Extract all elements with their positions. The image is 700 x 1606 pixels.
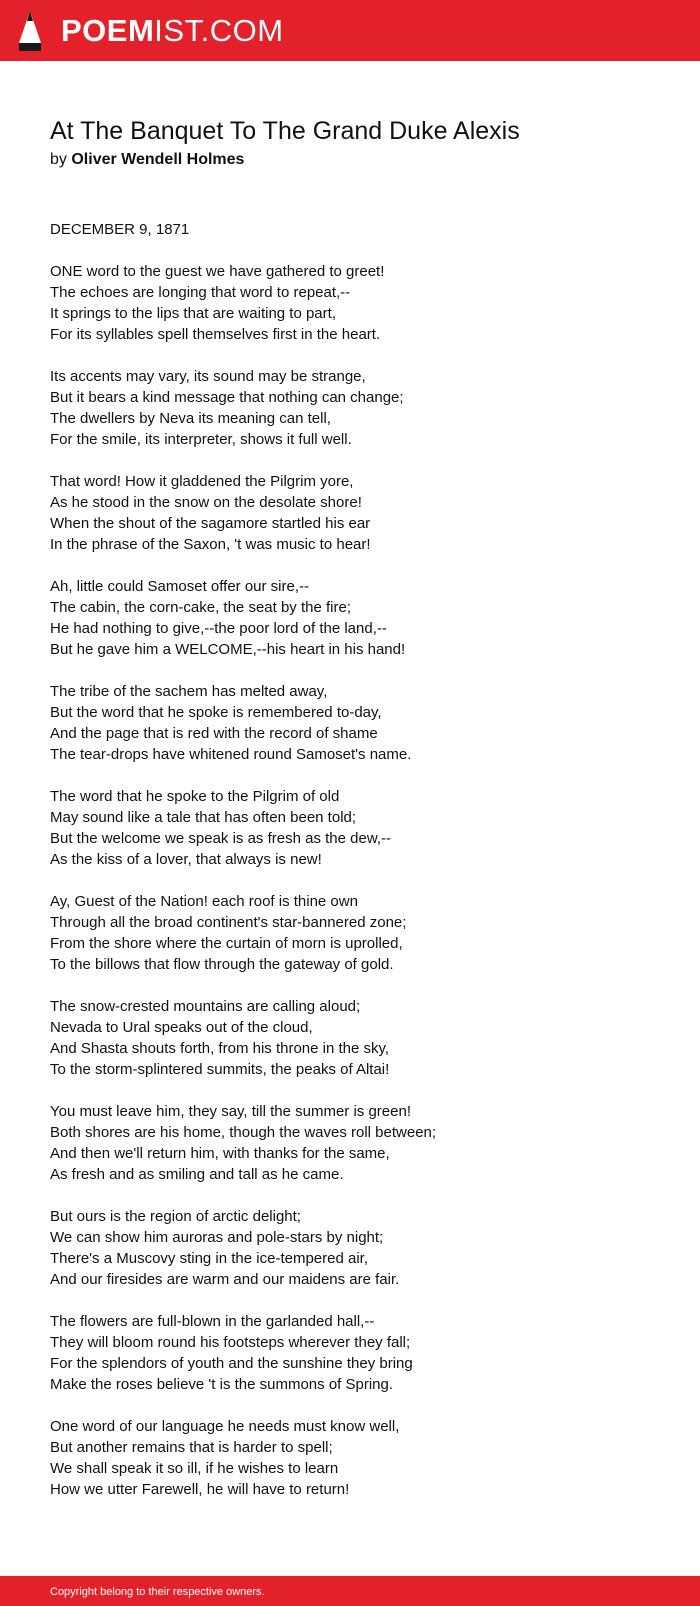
poem-line: They will bloom round his footsteps wherever they fall; (50, 1334, 411, 1351)
poem-line: ONE word to the guest we have gathered to greet! (50, 263, 385, 280)
poem-line: You must leave him, they say, till the summer is green! (50, 1103, 411, 1120)
poem-line: But the word that he spoke is remembered to-day, (50, 704, 382, 721)
poem-line: May sound like a tale that has often been told; (50, 809, 357, 826)
poem-line: And Shasta shouts forth, from his throne in the sky, (50, 1040, 390, 1057)
poem-line: We can show him auroras and pole-stars by night; (50, 1229, 384, 1246)
poem-stanza (50, 261, 670, 345)
site-name (61, 15, 284, 46)
poem-content (50, 116, 670, 1521)
author-name[interactable]: Oliver Wendell Holmes (71, 151, 245, 168)
poem-stanza (50, 681, 670, 765)
poem-line: One word of our language he needs must know well, (50, 1418, 400, 1435)
poem-line: But he gave him a WELCOME,--his heart in his hand! (50, 641, 406, 658)
poem-stanza (50, 1101, 670, 1185)
poem-line: In the phrase of the Saxon, 't was music to hear! (50, 536, 371, 553)
poem-line: The tear-drops have whitened round Samoset's name. (50, 746, 412, 763)
poem-line: As fresh and as smiling and tall as he came. (50, 1166, 344, 1183)
poem-line: Its accents may vary, its sound may be strange, (50, 368, 366, 385)
site-name-bold: POEM (61, 13, 155, 48)
copyright-text: Copyright belong to their respective owners. (50, 1586, 265, 1598)
site-logo[interactable] (17, 0, 284, 61)
poem-line: But the welcome we speak is as fresh as the dew,-- (50, 830, 391, 847)
poem-line: For the splendors of youth and the sunshine they bring (50, 1355, 413, 1372)
poem-line: There's a Muscovy sting in the ice-tempered air, (50, 1250, 369, 1267)
poem-line: And our firesides are warm and our maidens are fair. (50, 1271, 400, 1288)
poem-line: But another remains that is harder to spell; (50, 1439, 333, 1456)
poem-byline (50, 150, 670, 170)
poem-line: The dwellers by Neva its meaning can tell, (50, 410, 331, 427)
poem-stanzas (50, 261, 670, 1500)
poem-line: We shall speak it so ill, if he wishes to learn (50, 1460, 339, 1477)
poem-line: From the shore where the curtain of morn is uprolled, (50, 935, 403, 952)
poem-line: Ay, Guest of the Nation! each roof is thine own (50, 893, 358, 910)
poem-stanza (50, 1416, 670, 1500)
poem-line: The flowers are full-blown in the garlanded hall,-- (50, 1313, 375, 1330)
poem-line: Both shores are his home, though the waves roll between; (50, 1124, 437, 1141)
poem-date: DECEMBER 9, 1871 (50, 221, 190, 238)
by-label: by (50, 151, 67, 168)
poem-stanza (50, 576, 670, 660)
poem-line: And then we'll return him, with thanks for the same, (50, 1145, 390, 1162)
poem-line: Ah, little could Samoset offer our sire,-- (50, 578, 309, 595)
poem-line: For its syllables spell themselves first in the heart. (50, 326, 381, 343)
pencil-tip-icon (17, 10, 43, 52)
site-header (0, 0, 700, 61)
poem-line: And the page that is red with the record of shame (50, 725, 378, 742)
poem-line: When the shout of the sagamore startled his ear (50, 515, 371, 532)
poem-stanza (50, 996, 670, 1080)
poem-stanza (50, 366, 670, 450)
poem-line: But it bears a kind message that nothing can change; (50, 389, 404, 406)
poem-line: How we utter Farewell, he will have to return! (50, 1481, 350, 1498)
poem-line: To the billows that flow through the gateway of gold. (50, 956, 394, 973)
poem-line: For the smile, its interpreter, shows it full well. (50, 431, 352, 448)
poem-stanza (50, 786, 670, 870)
poem-line: The tribe of the sachem has melted away, (50, 683, 328, 700)
poem-line: The word that he spoke to the Pilgrim of old (50, 788, 340, 805)
poem-line: It springs to the lips that are waiting to part, (50, 305, 336, 322)
poem-line: The echoes are longing that word to repeat,-- (50, 284, 351, 301)
poem-title: At The Banquet To The Grand Duke Alexis (50, 117, 520, 145)
poem-line: As the kiss of a lover, that always is new! (50, 851, 322, 868)
poem-line: As he stood in the snow on the desolate shore! (50, 494, 362, 511)
poem-line: The snow-crested mountains are calling aloud; (50, 998, 361, 1015)
poem-stanza (50, 891, 670, 975)
poem-line: He had nothing to give,--the poor lord of the land,-- (50, 620, 387, 637)
poem-line: Through all the broad continent's star-bannered zone; (50, 914, 407, 931)
poem-line: But ours is the region of arctic delight; (50, 1208, 301, 1225)
poem-line: Make the roses believe 't is the summons of Spring. (50, 1376, 394, 1393)
poem-line: The cabin, the corn-cake, the seat by the fire; (50, 599, 351, 616)
poem-line: Nevada to Ural speaks out of the cloud, (50, 1019, 313, 1036)
site-footer (0, 1576, 700, 1606)
poem-body (50, 219, 670, 1500)
poem-line: That word! How it gladdened the Pilgrim yore, (50, 473, 354, 490)
poem-stanza (50, 471, 670, 555)
site-name-light: IST.COM (154, 13, 284, 48)
poem-line: To the storm-splintered summits, the peaks of Altai! (50, 1061, 390, 1078)
poem-stanza (50, 1311, 670, 1395)
poem-stanza (50, 1206, 670, 1290)
